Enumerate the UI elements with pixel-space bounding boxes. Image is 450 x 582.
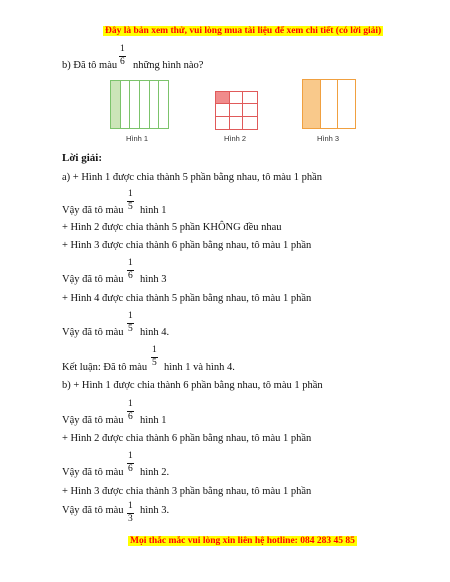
fraction-denominator: 6 bbox=[120, 56, 125, 67]
figure-3-caption: Hình 3 bbox=[317, 134, 340, 143]
figure-2-part bbox=[216, 117, 230, 129]
figure-3-part bbox=[338, 80, 355, 128]
solution-line: hình 1 bbox=[140, 205, 167, 216]
solution-line: hình 1 và hình 4. bbox=[164, 362, 235, 373]
solution-line: Vậy đã tô màu bbox=[62, 205, 124, 216]
figure-2-caption: Hình 2 bbox=[224, 134, 247, 143]
solution-line: + Hình 2 được chia thành 6 phần bằng nhau, tô màu 1 phần bbox=[62, 433, 312, 444]
figure-3-part bbox=[321, 80, 339, 128]
solution-line: hình 3. bbox=[140, 505, 170, 516]
figure-1-caption: Hình 1 bbox=[126, 134, 149, 143]
solution-line: a) + Hình 1 được chia thành 5 phần bằng nhau, tô màu 1 phần bbox=[62, 172, 323, 183]
solution-heading: Lời giải: bbox=[62, 152, 103, 164]
solution-line: + Hình 4 được chia thành 5 phần bằng nhau, tô màu 1 phần bbox=[62, 293, 312, 304]
fraction-denominator: 6 bbox=[128, 463, 133, 474]
solution-fraction bbox=[127, 452, 134, 474]
solution-line: Vậy đã tô màu bbox=[62, 467, 124, 478]
figure-1-shaded-part bbox=[111, 81, 121, 128]
solution-line: hình 1 bbox=[140, 415, 167, 426]
fraction-numerator: 1 bbox=[128, 399, 133, 409]
solution-line: Vậy đã tô màu bbox=[62, 274, 124, 285]
figure-1-part bbox=[159, 81, 168, 128]
figure-2-part bbox=[230, 104, 244, 116]
fraction-denominator: 5 bbox=[152, 357, 157, 368]
question-prefix: b) Đã tô màu bbox=[62, 60, 118, 71]
solution-fraction bbox=[127, 259, 134, 281]
solution-fraction bbox=[127, 312, 134, 334]
fraction-numerator: 1 bbox=[128, 501, 133, 511]
solution-line: Vậy đã tô màu bbox=[62, 415, 124, 426]
figure-2-part bbox=[243, 117, 257, 129]
hotline-banner: Mọi thắc mắc vui lòng xin liên hệ hotline: 084 283 45 85 bbox=[130, 536, 355, 546]
fraction-denominator: 5 bbox=[128, 323, 133, 334]
solution-line: + Hình 3 được chia thành 6 phần bằng nhau, tô màu 1 phần bbox=[62, 240, 312, 251]
fraction-denominator: 6 bbox=[128, 411, 133, 422]
fraction-numerator: 1 bbox=[128, 258, 133, 268]
fraction-denominator: 5 bbox=[128, 201, 133, 212]
fraction-numerator: 1 bbox=[128, 311, 133, 321]
fraction-numerator: 1 bbox=[128, 451, 133, 461]
solution-fraction bbox=[127, 400, 134, 422]
solution-fraction bbox=[127, 190, 134, 212]
figure-2-part bbox=[230, 92, 244, 104]
figure-3-shaded-part bbox=[303, 80, 321, 128]
fraction-numerator: 1 bbox=[120, 44, 125, 54]
preview-banner: Đây là bản xem thử, vui lòng mua tài liệu để xem chi tiết (có lời giải) bbox=[105, 26, 382, 36]
solution-line: hình 2. bbox=[140, 467, 170, 478]
figure-2-part bbox=[243, 104, 257, 116]
solution-line: + Hình 3 được chia thành 3 phần bằng nhau, tô màu 1 phần bbox=[62, 486, 312, 497]
figure-1-part bbox=[121, 81, 131, 128]
fraction-numerator: 1 bbox=[152, 345, 157, 355]
solution-line: hình 4. bbox=[140, 327, 170, 338]
figure-1-part bbox=[130, 81, 140, 128]
solution-line: b) + Hình 1 được chia thành 6 phần bằng nhau, tô màu 1 phần bbox=[62, 380, 323, 391]
solution-fraction bbox=[127, 502, 134, 524]
solution-fraction bbox=[151, 346, 158, 368]
solution-line: Vậy đã tô màu bbox=[62, 327, 124, 338]
figure-2-part bbox=[243, 92, 257, 104]
figure-1-part bbox=[150, 81, 160, 128]
question-suffix: những hình nào? bbox=[133, 60, 204, 71]
solution-line: + Hình 2 được chia thành 5 phần KHÔNG đều nhau bbox=[62, 222, 282, 233]
figure-2-part bbox=[230, 117, 244, 129]
fraction-denominator: 6 bbox=[128, 270, 133, 281]
question-fraction bbox=[119, 45, 126, 67]
figure-1-part bbox=[140, 81, 150, 128]
solution-line: hình 3 bbox=[140, 274, 167, 285]
figure-2-part bbox=[216, 104, 230, 116]
fraction-numerator: 1 bbox=[128, 189, 133, 199]
solution-line: Vậy đã tô màu bbox=[62, 505, 124, 516]
solution-line: Kết luận: Đã tô màu bbox=[62, 362, 148, 373]
figure-2-shaded-part bbox=[216, 92, 230, 104]
figure-1-shape bbox=[110, 80, 169, 129]
fraction-denominator: 3 bbox=[128, 513, 133, 524]
figure-3-shape bbox=[302, 79, 356, 129]
figure-2-shape bbox=[215, 91, 258, 130]
